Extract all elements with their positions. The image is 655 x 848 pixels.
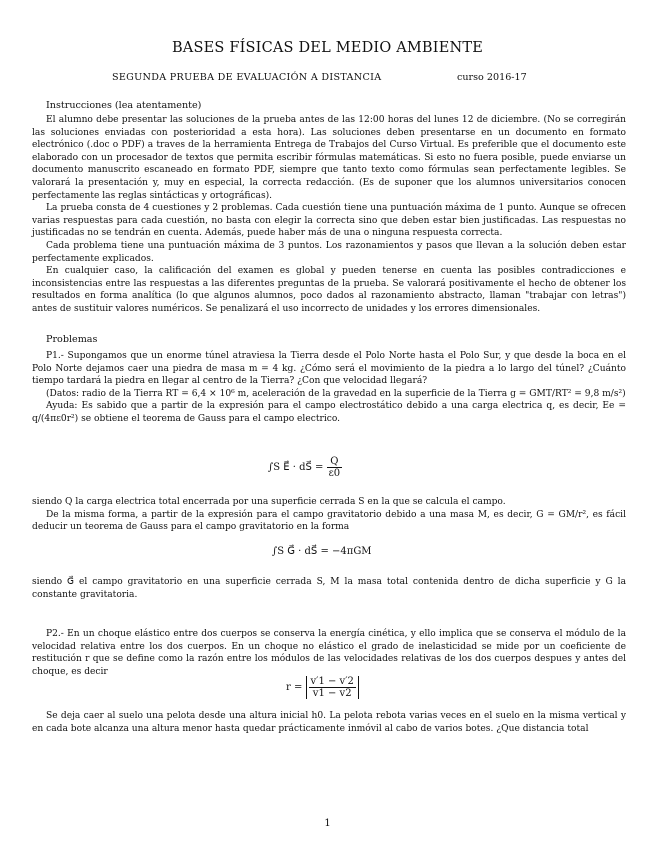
- gauss-electric-equation: [268, 456, 342, 479]
- problem-2-continuation: [32, 710, 626, 735]
- document-title: BASES FÍSICAS DEL MEDIO AMBIENTE: [171, 40, 484, 56]
- equation-fraction: [309, 676, 356, 699]
- equation-lhs: r =: [286, 682, 303, 693]
- page-number: 1: [324, 818, 331, 829]
- instructions-paragraph: En cualquier caso, la calificación del examen es global y pueden tenerse en cuenta las posibles contradicciones e inconsistencias entre las respuestas a las diferentes preguntas de la prueba. Se valorará positivamente el hecho de obtener los resultados en forma analítica (lo que algunos alumnos, poco dados al razonamiento abstracto, llaman "trabajar con letras") antes de sustituir valores numéricos. Se penalizará el uso incorrecto de unidades y los errores dimensionales.: [32, 266, 626, 314]
- problem-1-help: Ayuda: Es sabido que a partir de la expresión para el campo electrostático debido a una carga electrica q, es decir, Ee = q/(4πε0r²) se obtiene el teorema de Gauss para el campo electrico.: [32, 401, 626, 424]
- problem-1-block: [32, 350, 626, 426]
- problem-1-statement: P1.- Supongamos que un enorme túnel atraviesa la Tierra desde el Polo Norte hasta el Polo Sur, y que desde la boca en el Polo Norte dejamos caer una piedra de masa m = 4 kg. ¿Cómo será el movimiento de la piedra a lo largo del túnel? ¿Cuánto tiempo tardará la piedra en llegar al centro de la Tierra? ¿Con que velocidad llegará?: [32, 351, 626, 387]
- instructions-paragraph: El alumno debe presentar las soluciones de la prueba antes de las 12:00 horas del lunes 12 de diciembre. (No se corregirán las soluciones enviadas con posterioridad a esta hora). Las soluciones deben presentarse en un documento en formato electrónico (.doc o PDF) a traves de la herramienta Entrega de Trabajos del Curso Virtual. Es preferible que el documento este elaborado con un procesador de textos que permita escribir fórmulas matemáticas. Si esto no fuera posible, puede enviarse un documento manuscrito escaneado en formato PDF, siempre que tanto texto como fórmulas sean perfectamente legibles. Se valorará la presentación y, muy en especial, la correcta redacción. (Es de suponer que los alumnos universitarios conocen perfectamente las reglas sintácticas y ortográficas).: [32, 115, 626, 201]
- problem-1-help-text: De la misma forma, a partir de la expresión para el campo gravitatorio debido a una masa M, es decir, G = GM/r², es fácil deducir un teorema de Gauss para el campo gravitatorio en la forma: [32, 509, 626, 533]
- instructions-heading: Instrucciones (lea atentamente): [46, 100, 202, 111]
- gauss-gravity-equation: ∫S G⃗ · dS⃗ = −4πGM: [272, 546, 372, 557]
- document-subtitle: SEGUNDA PRUEBA DE EVALUACIÓN A DISTANCIA: [112, 72, 382, 83]
- absolute-value: [306, 676, 359, 699]
- fraction-numerator: Q: [327, 456, 343, 468]
- equation-lhs: ∫S E⃗ · dS⃗ =: [268, 462, 324, 473]
- equation-fraction: [327, 456, 343, 479]
- fraction-denominator: ε0: [328, 468, 341, 479]
- problem-1-help-text: siendo Q la carga electrica total encerrada por una superficie cerrada S en la que se calcula el campo.: [32, 497, 506, 507]
- problem-1-help-cont: [32, 496, 626, 534]
- restitution-equation: [286, 676, 359, 699]
- instructions-paragraph: Cada problema tiene una puntuación máxima de 3 puntos. Los razonamientos y pasos que llevan a la solución deben estar perfectamente explicados.: [32, 240, 626, 264]
- problem-2-block: [32, 628, 626, 678]
- course-year: curso 2016-17: [457, 72, 527, 83]
- problem-1-help-end: [32, 576, 626, 601]
- problem-1-data: (Datos: radio de la Tierra RT = 6,4 × 10⁶ m, aceleración de la gravedad en la superficie de la Tierra g = GMT/RT² = 9,8 m/s²): [46, 388, 626, 399]
- instructions-paragraph: La prueba consta de 4 cuestiones y 2 problemas. Cada cuestión tiene una puntuación máxima de 1 punto. Aunque se ofrecen varias respuestas para cada cuestión, no basta con elegir la correcta sino que deben estar bien justificadas. Las respuestas no justificadas no se tendrán en cuenta. Además, puede haber más de una o ninguna respuesta correcta.: [32, 203, 626, 239]
- instructions-body: [32, 114, 626, 316]
- problem-2-text: Se deja caer al suelo una pelota desde una altura inicial h0. La pelota rebota varias veces en el suelo en la misma vertical y en cada bote alcanza una altura menor hasta quedar prácticamente inmóvil al cabo de varios botes. ¿Que distancia total: [32, 711, 626, 734]
- problems-heading: Problemas: [46, 334, 98, 345]
- problem-1-help-text: siendo G⃗ el campo gravitatorio en una superficie cerrada S, M la masa total contenida dentro de dicha superficie y G la constante gravitatoria.: [32, 577, 626, 600]
- problem-2-statement: P2.- En un choque elástico entre dos cuerpos se conserva la energía cinética, y ello implica que se conserva el módulo de la velocidad relativa entre los dos cuerpos. En un choque no elástico el grado de inelasticidad se mide por un coeficiente de restitución r que se define como la razón entre los módulos de las velocidades relativas de los dos cuerpos despues y antes del choque, es decir: [32, 629, 626, 677]
- fraction-numerator: v′1 − v′2: [310, 676, 354, 687]
- fraction-denominator: v1 − v2: [312, 688, 352, 699]
